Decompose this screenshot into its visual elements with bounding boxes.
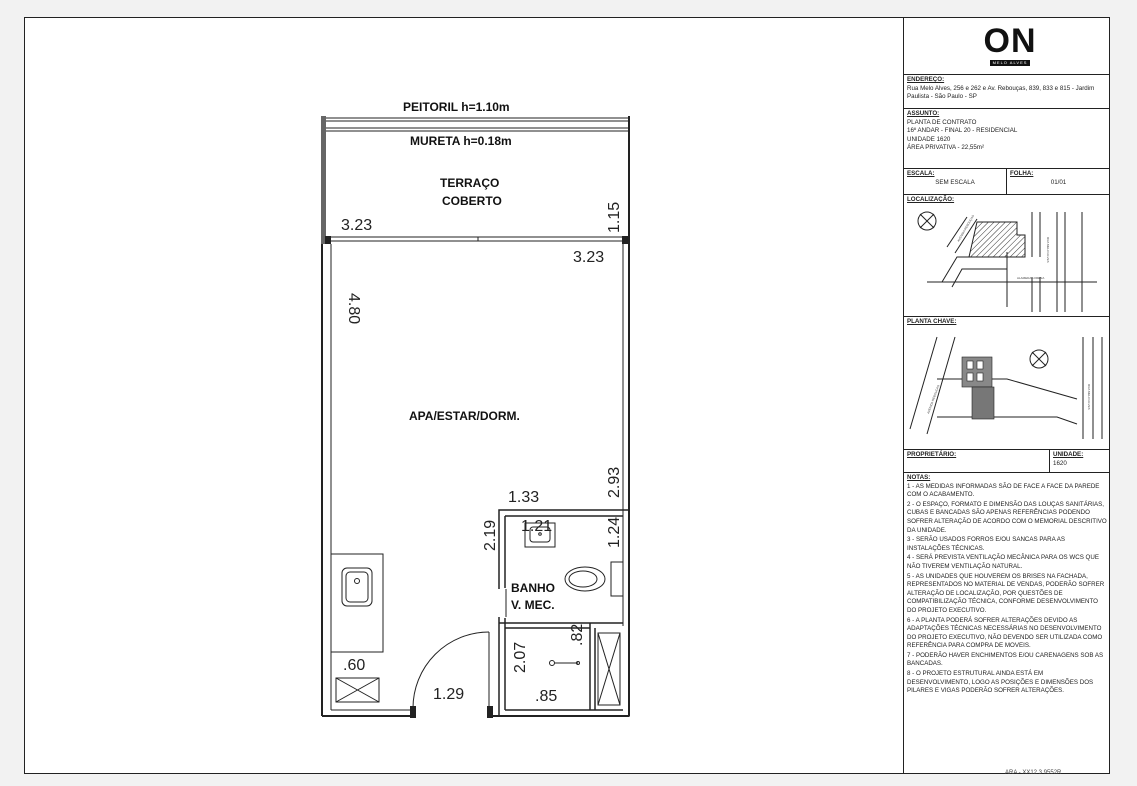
north-icon bbox=[1030, 350, 1048, 368]
footer-code: ARA - XX12 3 9552R bbox=[1005, 770, 1062, 776]
dim-room-depth: 4.80 bbox=[345, 293, 362, 325]
proprietario-label: PROPRIETÁRIO: bbox=[907, 451, 957, 458]
terrace-wall bbox=[321, 116, 326, 244]
endereco-label: ENDEREÇO: bbox=[907, 76, 945, 83]
dim-right-wall: 2.93 bbox=[606, 466, 623, 498]
loc-street-3: ALAMEDA LORENA bbox=[1017, 276, 1045, 280]
localizacao-label: LOCALIZAÇÃO: bbox=[907, 196, 955, 203]
building-footprint bbox=[962, 357, 994, 419]
title-block bbox=[903, 18, 1110, 774]
pc-street-1: AVENIDA REBOUÇAS bbox=[926, 384, 941, 415]
pc-street-2: RUA MELO ALVES bbox=[1087, 384, 1091, 410]
address-cell bbox=[904, 75, 1110, 109]
dim-lower-height: 2.07 bbox=[512, 641, 529, 673]
escala-cell bbox=[904, 169, 1110, 195]
unidade-value: 1620 bbox=[1053, 459, 1067, 467]
key-plan bbox=[907, 329, 1107, 447]
floor-plan bbox=[25, 18, 903, 775]
toilet-icon bbox=[565, 562, 623, 596]
nota-item: 2 - O ESPAÇO, FORMATO E DIMENSÃO DAS LOUÇAS SANITÁRIAS, CUBAS E BANCADAS SÃO APENAS REFERÊNCIAS PODENDO SOFRER ALTERAÇÃO DE ACORDO COM O MEMORIAL DESCRITIVO DA UNIDADE. bbox=[907, 500, 1107, 534]
dim-sink: 1.21 bbox=[521, 518, 553, 535]
proprietario-cell bbox=[904, 450, 1110, 473]
folha-label: FOLHA: bbox=[1010, 170, 1034, 177]
loc-street-2: RUA MELO ALVES bbox=[1046, 237, 1050, 263]
notas-label: NOTAS: bbox=[907, 474, 931, 481]
logo: ON MELO ALVES bbox=[983, 22, 1037, 65]
logo-cell bbox=[904, 18, 1110, 75]
north-icon bbox=[918, 212, 936, 230]
nota-item: 3 - SERÃO USADOS FORROS E/OU SANCAS PARA AS INSTALAÇÕES TÉCNICAS. bbox=[907, 536, 1066, 552]
escala-label: ESCALA: bbox=[907, 170, 935, 177]
assunto-line: PLANTA DE CONTRATO bbox=[907, 118, 977, 126]
notas-cell bbox=[904, 473, 1110, 774]
dim-bath-width: 1.33 bbox=[508, 489, 540, 506]
nota-item: 8 - O PROJETO ESTRUTURAL AINDA ESTÁ EM DESENVOLVIMENTO, LOGO AS POSIÇÕES E DIMENSÕES DOS PILARES E VIGAS PODERÃO SOFRER ALTERAÇÕES. bbox=[907, 670, 1094, 695]
label-peitoril: PEITORIL h=1.10m bbox=[403, 100, 510, 114]
label-banho-1: BANHO bbox=[511, 581, 555, 595]
label-banho-2: V. MEC. bbox=[511, 598, 555, 612]
endereco-text: Rua Melo Alves, 256 e 262 e Av. Rebouças, 839, 833 e 815 - Jardim Paulista - São Paulo - SP bbox=[907, 84, 1095, 101]
dim-door: 1.29 bbox=[433, 686, 465, 703]
location-map bbox=[907, 207, 1107, 315]
shaft-icon bbox=[598, 633, 620, 705]
dim-kitchen: .60 bbox=[343, 657, 366, 674]
kitchen-counter bbox=[331, 554, 383, 702]
dim-terrace-depth: 1.15 bbox=[606, 201, 623, 233]
dim-bath-right: 1.24 bbox=[606, 516, 623, 548]
dim-terrace-left: 3.23 bbox=[341, 217, 373, 234]
assunto-line: ÁREA PRIVATIVA - 22,55m² bbox=[907, 144, 985, 152]
dim-terrace-right: 3.23 bbox=[573, 249, 605, 266]
loc-street-1: AVENIDA REBOUÇAS bbox=[956, 214, 976, 243]
dim-bath-height: 2.19 bbox=[482, 519, 499, 551]
drawing-sheet bbox=[24, 17, 1110, 774]
nota-item: 4 - SERÁ PREVISTA VENTILAÇÃO MECÂNICA PARA OS WCS QUE NÃO TIVEREM VENTILAÇÃO NATURAL. bbox=[907, 554, 1099, 570]
label-room: APA/ESTAR/DORM. bbox=[409, 409, 520, 423]
label-mureta: MURETA h=0.18m bbox=[410, 134, 512, 148]
assunto-line: UNIDADE 1620 bbox=[907, 135, 951, 143]
nota-item: 5 - AS UNIDADES QUE HOUVEREM OS BRISES NA FACHADA, REPRESENTADOS NO MATERIAL DE VENDAS, PODERÃO SOFRER ALTERAÇÃO DE LOCALIZAÇÃO, POR QUESTÕES DE COMPATIBILIZAÇÃO TÉCNICA, CONFORME DESENVOLVIMENTO DO PROJETO EXECUTIVO. bbox=[907, 572, 1105, 614]
unidade-label: UNIDADE: bbox=[1053, 451, 1084, 458]
assunto-label: ASSUNTO: bbox=[907, 110, 940, 117]
label-terraco-1: TERRAÇO bbox=[440, 176, 500, 190]
nota-item: 7 - PODERÃO HAVER ENCHIMENTOS E/OU CARENAGENS SOB AS BANCADAS. bbox=[907, 651, 1104, 668]
shower-icon bbox=[550, 661, 580, 666]
localizacao-cell bbox=[904, 195, 1110, 317]
assunto-cell bbox=[904, 109, 1110, 169]
planta-chave-cell bbox=[904, 317, 1110, 450]
nota-item: 6 - A PLANTA PODERÁ SOFRER ALTERAÇÕES DEVIDO AS ADAPTAÇÕES TÉCNICAS NECESSÁRIAS NO DESENVOLVIMENTO DO PROJETO EXECUTIVO, NÃO DEVENDO SER UTILIZADA COMO REFERÊNCIA PARA COMPRA DE MOVEIS. bbox=[907, 616, 1103, 650]
dim-lower-width: .85 bbox=[535, 688, 558, 705]
dim-lower-small: .82 bbox=[569, 623, 586, 646]
folha-value: 01/01 bbox=[1050, 178, 1067, 186]
planta-chave-label: PLANTA CHAVE: bbox=[907, 318, 957, 325]
nota-item: 1 - AS MEDIDAS INFORMADAS SÃO DE FACE A FACE DA PAREDE COM O ACABAMENTO. bbox=[907, 482, 1100, 499]
escala-value: SEM ESCALA bbox=[935, 178, 975, 186]
label-terraco-2: COBERTO bbox=[442, 194, 502, 208]
assunto-line: 16º ANDAR - FINAL 20 - RESIDENCIAL bbox=[907, 127, 1018, 135]
